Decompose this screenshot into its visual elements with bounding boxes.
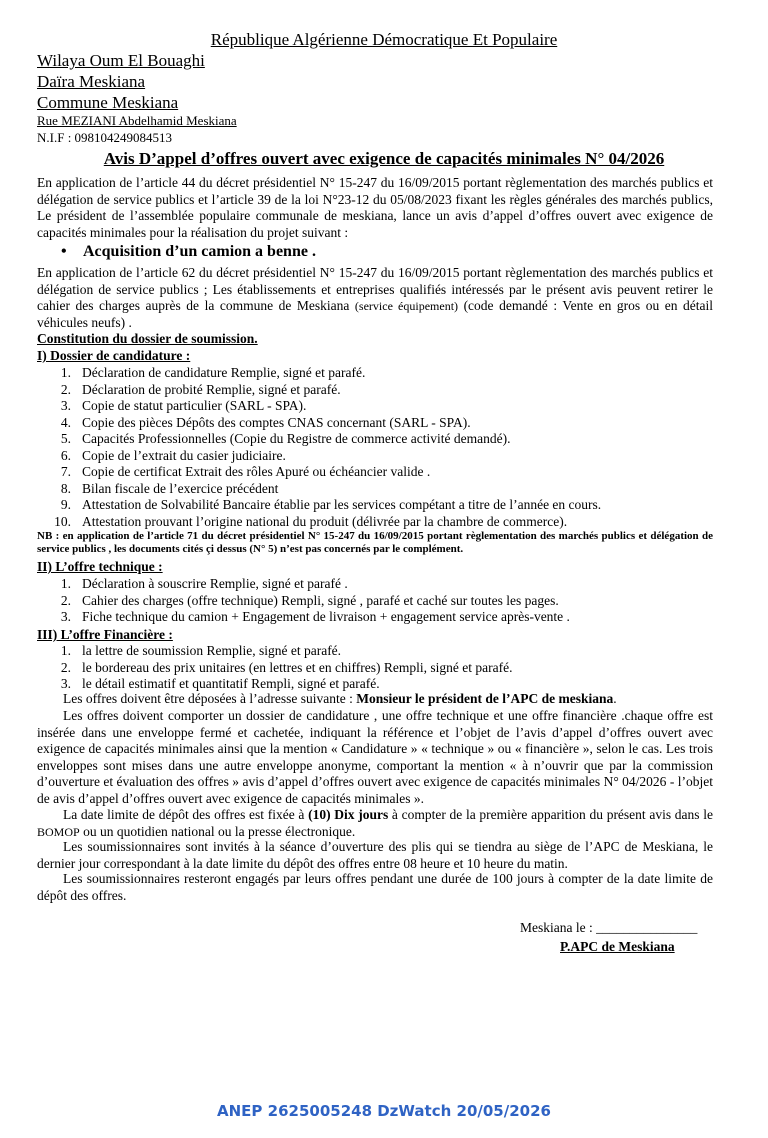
retrait-service: (service équipement) xyxy=(354,299,459,313)
list-item-number: 1. xyxy=(60,576,71,591)
list-item-number: 4. xyxy=(60,414,71,430)
list-item-number: 10. xyxy=(54,513,71,529)
list-item xyxy=(37,576,713,593)
nb-note: NB : en application de l’article 71 du décret présidentiel N° 15-247 du 16/09/2015 portant règlementation des marchés publics et délégation de service publics , les documents cités çi dessus (N° 5) n’est pas concernés par le complément. xyxy=(37,530,713,555)
list-item xyxy=(37,609,713,626)
list-item xyxy=(37,365,713,382)
list-item-number: 3. xyxy=(60,398,71,413)
engagement-paragraph: Les soumissionnaires resteront engagés par leurs offres pendant une durée de 100 jours à compter de la date limite de dépôt des offres. xyxy=(37,871,713,903)
list-item xyxy=(37,497,713,514)
footer-reference: ANEP 2625005248 DzWatch 20/05/2026 xyxy=(217,1102,551,1120)
list-item-number: 1. xyxy=(60,365,71,380)
retrait-code: (code demandé : Vente en gros ou en détail véhicules neufs) . xyxy=(37,298,713,330)
bullet-dot-icon: • xyxy=(61,243,67,260)
list-item-text: Déclaration à souscrire Remplie, signé et parafé . xyxy=(82,576,348,591)
list-item xyxy=(37,398,713,415)
list-item-number: 3. xyxy=(60,609,71,624)
wilaya-line: Wilaya Oum El Bouaghi xyxy=(37,51,205,70)
depot-paragraph xyxy=(37,691,713,708)
daira-line: Daïra Meskiana xyxy=(37,72,146,91)
depot-text: Les offres doivent être déposées à l’adresse suivante : xyxy=(63,691,357,706)
section2-title: II) L’offre technique : xyxy=(37,559,163,574)
signature-place-date: Meskiana le : _______________ xyxy=(520,920,698,935)
commune-line: Commune Meskiana xyxy=(37,93,179,112)
republic-heading: République Algérienne Démocratique Et Populaire xyxy=(210,30,558,49)
list-item-number: 2. xyxy=(60,592,71,608)
list-item-number: 7. xyxy=(60,464,71,479)
list-item xyxy=(37,660,713,677)
list-item-text: Attestation de Solvabilité Bancaire établie par les services compétant a titre de l’année en cours. xyxy=(82,497,602,512)
technique-list xyxy=(37,576,713,626)
list-item-text: Cahier des charges (offre technique) Rempli, signé , parafé et caché sur toutes les pages. xyxy=(82,592,559,608)
signatory: P.APC de Meskiana xyxy=(560,939,675,954)
list-item-number: 1. xyxy=(60,643,71,658)
deadline-text: La date limite de dépôt des offres est fixée à xyxy=(63,807,309,822)
constitution-heading: Constitution du dossier de soumission. xyxy=(37,331,258,346)
notice-title: Avis D’appel d’offres ouvert avec exigence de capacités minimales N° 04/2026 xyxy=(103,149,665,168)
list-item-number: 2. xyxy=(60,659,71,675)
address-line: Rue MEZIANI Abdelhamid Meskiana xyxy=(37,113,237,128)
list-item-number: 8. xyxy=(60,480,71,496)
list-item-text: le bordereau des prix unitaires (en lettres et en chiffres) Rempli, signé et parafé. xyxy=(82,659,513,675)
list-item-number: 9. xyxy=(60,497,71,512)
candidature-list xyxy=(37,365,713,530)
list-item-text: Copie de l’extrait du casier judiciaire. xyxy=(82,447,286,463)
list-item-text: Attestation prouvant l’origine national du produit (délivrée par la chambre de commerce). xyxy=(82,513,568,529)
list-item-text: le détail estimatif et quantitatif Rempli, signé et parafé. xyxy=(82,676,380,691)
deadline-paragraph xyxy=(37,807,713,840)
list-item-text: Fiche technique du camion + Engagement de livraison + engagement service après-vente . xyxy=(82,609,570,624)
list-item xyxy=(37,448,713,465)
deadline-days: (10) Dix jours xyxy=(308,807,389,822)
list-item xyxy=(37,382,713,399)
project-name: Acquisition d’un camion a benne . xyxy=(83,243,316,260)
deadline-text-3: ou un quotidien national ou la presse électronique. xyxy=(79,823,356,839)
list-item-text: Copie de certificat Extrait des rôles Apuré ou échéancier valide . xyxy=(82,464,431,479)
list-item xyxy=(37,643,713,660)
list-item-text: la lettre de soumission Remplie, signé et parafé. xyxy=(82,643,342,658)
ouverture-paragraph: Les soumissionnaires sont invités à la séance d’ouverture des plis qui se tiendra au siège de l’APC de Meskiana, le dernier jour correspondant à la date limite du dépôt des offres entre 08 heure et 10 heure du matin. xyxy=(37,839,713,871)
list-item-number: 2. xyxy=(60,381,71,397)
list-item-number: 3. xyxy=(60,676,71,691)
section3-title: III) L’offre Financière : xyxy=(37,627,173,642)
deadline-bomop: BOMOP xyxy=(37,824,80,839)
retrait-paragraph xyxy=(37,265,713,331)
list-item-number: 5. xyxy=(60,431,71,446)
depot-address: Monsieur le président de l’APC de meskiana xyxy=(356,691,614,706)
list-item xyxy=(37,431,713,448)
list-item-text: Déclaration de candidature Remplie, signé et parafé. xyxy=(82,365,366,380)
list-item xyxy=(37,415,713,432)
retrait-text: En application de l’article 62 du décret présidentiel N° 15-247 du 16/09/2015 portant règlementation des marchés publics et délégation de service publics ; Les établissements et entreprises qualifiés intéressés par le présent avis peuvent retirer le cahier des charges auprès de la commune de Meskiana xyxy=(37,265,713,313)
project-bullet xyxy=(61,243,316,261)
nif-line: N.I.F : 098104249084513 xyxy=(37,130,173,145)
financiere-list xyxy=(37,643,713,693)
list-item xyxy=(37,481,713,498)
list-item xyxy=(37,514,713,531)
list-item xyxy=(37,593,713,610)
list-item-text: Copie des pièces Dépôts des comptes CNAS concernant (SARL - SPA). xyxy=(82,414,471,430)
intro-paragraph: En application de l’article 44 du décret présidentiel N° 15-247 du 16/09/2015 portant règlementation des marchés publics et délégation de service publics et l’article 39 de la loi N°23-12 du 05/08/2023 fixant les règles générales des marchés publics, Le président de l’assemblée populaire communale de meskiana, lance un avis d’appel d’offres ouvert avec exigence de capacités minimales pour la réalisation du projet suivant : xyxy=(37,175,713,240)
envelopes-paragraph: Les offres doivent comporter un dossier de candidature , une offre technique et une offre financière .chaque offre est insérée dans une enveloppe fermé et cachetée, indiquant la référence et l’objet de l’avis d’appel d’offres ouvert avec exigence de capacités minimales ainsi que la mention « Candidature » « technique » ou « financière », selon le cas. Les trois enveloppes sont mises dans une autre enveloppe anonyme, comportant la mention « à n’ouvrir que par la commission d’ouverture et évaluation des offres » avis d’appel d’offres ouvert avec exigence de capacités minimales N° 04/2026 - l’objet de avis d’appel d’offres ouvert avec exigence de capacités minimales ». xyxy=(37,708,713,806)
deadline-text-2: à compter de la première apparition du présent avis dans le xyxy=(388,807,713,822)
list-item-text: Capacités Professionnelles (Copie du Registre de commerce activité demandé). xyxy=(82,431,511,446)
list-item-number: 6. xyxy=(60,447,71,463)
list-item-text: Bilan fiscale de l’exercice précédent xyxy=(82,480,279,496)
depot-end: . xyxy=(613,691,617,706)
list-item xyxy=(37,464,713,481)
list-item-text: Déclaration de probité Remplie, signé et parafé. xyxy=(82,381,341,397)
section1-title: I) Dossier de candidature : xyxy=(37,348,191,363)
list-item-text: Copie de statut particulier (SARL - SPA). xyxy=(82,398,307,413)
